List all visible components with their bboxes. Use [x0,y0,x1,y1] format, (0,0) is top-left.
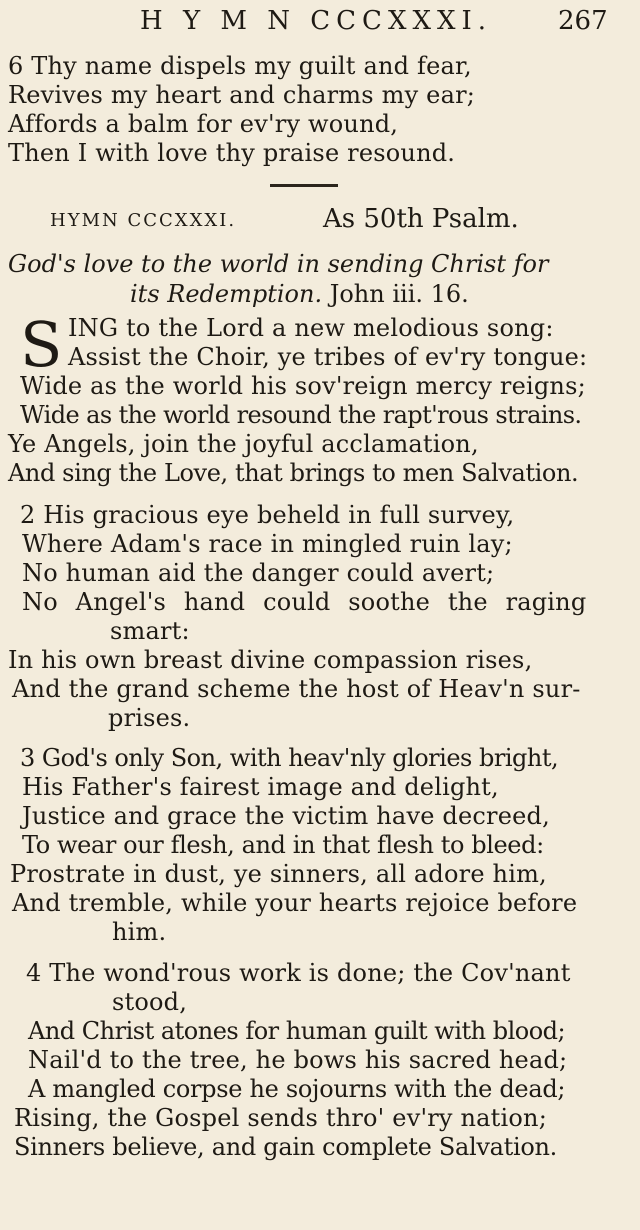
running-header: H Y M N CCCXXXI. [140,6,493,36]
stanza-line: 4 The wond'rous work is done; the Cov'nant [26,959,571,987]
stanza-line: Ye Angels, join the joyful acclamation, [8,430,479,458]
drop-cap: S [20,308,63,381]
stanza-line: In his own breast divine compassion rises, [8,646,533,674]
hymn-subtitle-cont [130,280,469,308]
stanza-line-cont: stood, [112,988,188,1016]
stanza-line: And Christ atones for human guilt with blood; [28,1017,566,1045]
stanza-line: Wide as the world his sov'reign mercy reigns; [20,372,586,400]
stanza-line: Sinners believe, and gain complete Salvation. [14,1133,558,1161]
stanza-line: Wide as the world resound the rapt'rous strains. [20,401,582,429]
stanza-line: Rising, the Gospel sends thro' ev'ry nation; [14,1104,547,1132]
stanza-line: No human aid the danger could avert; [22,559,495,587]
stanza-line: 3 God's only Son, with heav'nly glories bright, [20,744,559,772]
stanza-line: 2 His gracious eye beheld in full survey, [20,501,515,529]
stanza-line: And sing the Love, that brings to men Salvation. [8,459,579,487]
hymn-number: HYMN CCCXXXI. [50,210,237,231]
stanza-line: His Father's fairest image and delight, [22,773,499,801]
prev-hymn-line: 6 Thy name dispels my guilt and fear, [8,52,472,80]
prev-hymn-line: Revives my heart and charms my ear; [8,81,476,109]
stanza-line: ING to the Lord a new melodious song: [68,314,554,342]
page-number: 267 [558,6,608,36]
stanza-line: Where Adam's race in mingled ruin lay; [22,530,513,558]
stanza-line: Prostrate in dust, ye sinners, all adore him, [10,860,547,888]
section-divider [270,184,338,187]
prev-hymn-line: Affords a balm for ev'ry wound, [8,110,399,138]
stanza-line: To wear our flesh, and in that flesh to bleed: [22,831,544,859]
stanza-line: Nail'd to the tree, he bows his sacred head; [28,1046,568,1074]
stanza-line: No Angel's hand could soothe the raging [22,588,587,616]
hymn-subtitle: God's love to the world in sending Christ for [8,250,549,278]
stanza-line: And tremble, while your hearts rejoice before [12,889,578,917]
hymn-tune: As 50th Psalm. [323,204,519,234]
stanza-line: And the grand scheme the host of Heav'n sur- [12,675,581,703]
stanza-line-cont: smart: [110,617,190,645]
hymn-subtitle-line2: its Redemption. [130,280,323,308]
stanza-line: Justice and grace the victim have decreed, [22,802,550,830]
stanza-line: A mangled corpse he sojourns with the dead; [28,1075,566,1103]
stanza-line-cont: him. [112,918,167,946]
scripture-reference: John iii. 16. [329,280,469,308]
stanza-line-cont: prises. [108,704,191,732]
stanza-line: Assist the Choir, ye tribes of ev'ry tongue: [68,343,588,371]
prev-hymn-line: Then I with love thy praise resound. [8,139,456,167]
